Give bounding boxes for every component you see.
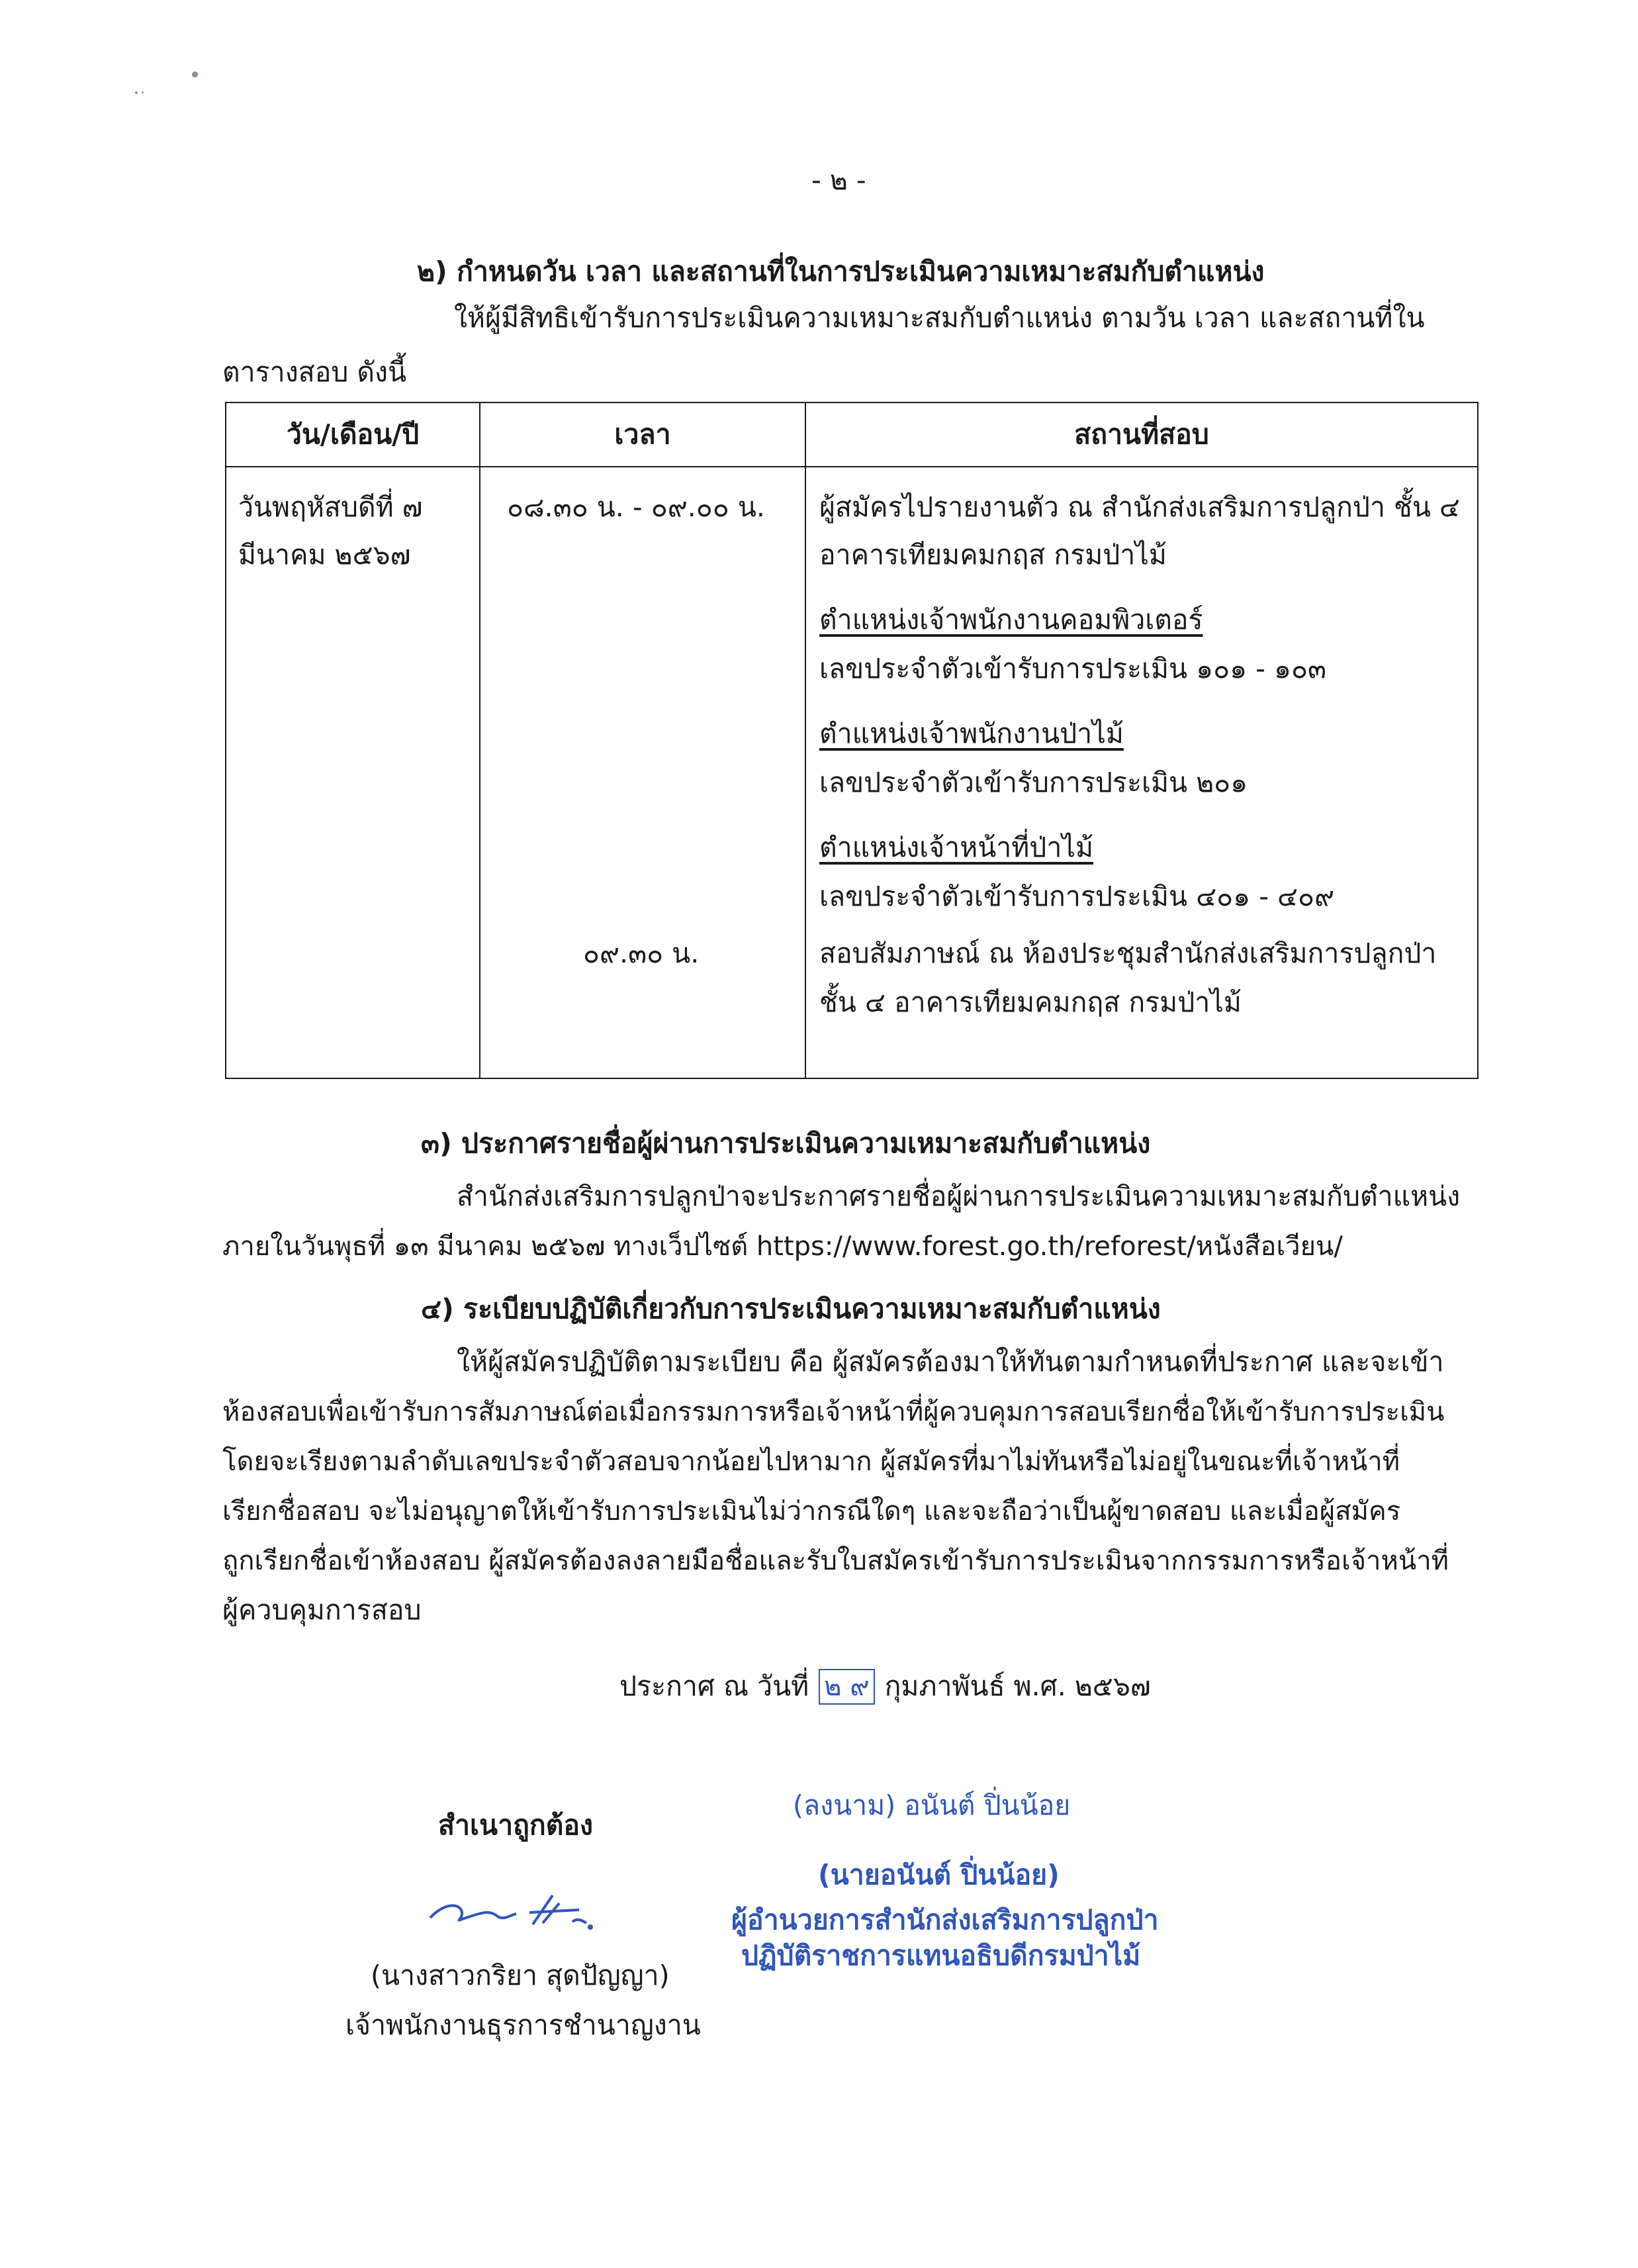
scan-speck <box>192 71 198 77</box>
venue-cell <box>805 467 1478 1078</box>
time-slot-report: ๐๘.๓๐ น. - ๐๙.๐๐ น. <box>507 491 765 523</box>
column-header-date: วัน/เดือน/ปี <box>226 402 480 467</box>
date-line: มีนาคม ๒๕๖๗ <box>238 539 411 571</box>
signatory-title: ผู้อำนวยการสำนักส่งเสริมการปลูกป่า <box>731 1904 1159 1936</box>
schedule-table <box>225 402 1479 1079</box>
position-ids: เลขประจำตัวเข้ารับการประเมิน ๒๐๑ <box>819 767 1248 798</box>
section-3-line: สำนักส่งเสริมการปลูกป่าจะประกาศรายชื่อผู้ผ่านการประเมินความเหมาะสมกับตำแหน่ง <box>457 1180 1461 1212</box>
announcement-prefix: ประกาศ ณ วันที่ <box>619 1670 809 1702</box>
venue-interview: สอบสัมภาษณ์ ณ ห้องประชุมสำนักส่งเสริมการปลูกป่า <box>819 937 1437 969</box>
section-4-line: โดยจะเรียงตามลำดับเลขประจำตัวสอบจากน้อยไปหามาก ผู้สมัครที่มาไม่ทันหรือไม่อยู่ในขณะที่เจ้าหน้าที่ <box>222 1446 1400 1477</box>
announcement-suffix: กุมภาพันธ์ พ.ศ. ๒๕๖๗ <box>884 1670 1151 1702</box>
section-4-line: ห้องสอบเพื่อเข้ารับการสัมภาษณ์ต่อเมื่อกรรมการหรือเจ้าหน้าที่ผู้ควบคุมการสอบเรียกชื่อให้เข้ารับการประเมิน <box>222 1397 1445 1427</box>
signed-by: (ลงนาม) อนันต์ ปิ่นน้อย <box>793 1789 1071 1821</box>
handwritten-day: ๒ ๙ <box>819 1669 874 1705</box>
position-ids: เลขประจำตัวเข้ารับการประเมิน ๑๐๑ - ๑๐๓ <box>819 653 1327 685</box>
signatory-title-cont: ปฏิบัติราชการแทนอธิบดีกรมป่าไม้ <box>741 1940 1141 1971</box>
section-2-heading: ๒) กำหนดวัน เวลา และสถานที่ในการประเมินความเหมาะสมกับตำแหน่ง <box>417 256 1265 287</box>
section-4-line: ผู้ควบคุมการสอบ <box>222 1594 422 1626</box>
certifier-name: (นางสาวกริยา สุดปัญญา) <box>371 1960 670 1991</box>
position-title: ตำแหน่งเจ้าหน้าที่ป่าไม้ <box>819 831 1094 863</box>
position-title: ตำแหน่งเจ้าพนักงานป่าไม้ <box>819 718 1124 749</box>
page-number: - ๒ - <box>811 164 866 196</box>
venue-interview-cont: ชั้น ๔ อาคารเทียมคมกฤส กรมป่าไม้ <box>819 986 1242 1018</box>
venue-report-cont: อาคารเทียมคมกฤส กรมป่าไม้ <box>819 539 1167 571</box>
date-cell <box>226 467 480 1078</box>
venue-report: ผู้สมัครไปรายงานตัว ณ สำนักส่งเสริมการปลูกป่า ชั้น ๔ <box>819 491 1460 523</box>
column-header-time: เวลา <box>480 402 805 467</box>
signatory-name: (นายอนันต์ ปิ่นน้อย) <box>818 1859 1060 1891</box>
column-header-venue: สถานที่สอบ <box>805 402 1478 467</box>
scan-speck <box>142 91 144 93</box>
section-2-intro-cont: ตารางสอบ ดังนี้ <box>222 356 407 388</box>
position-ids: เลขประจำตัวเข้ารับการประเมิน ๔๐๑ - ๔๐๙ <box>819 880 1335 912</box>
certifier-signature <box>424 1883 596 1936</box>
date-line: วันพฤหัสบดีที่ ๗ <box>238 491 423 523</box>
certified-label: สำเนาถูกต้อง <box>438 1809 594 1841</box>
section-4-heading: ๔) ระเบียบปฏิบัติเกี่ยวกับการประเมินความเหมาะสมกับตำแหน่ง <box>421 1293 1161 1325</box>
time-cell <box>480 467 805 1078</box>
announcement-date <box>619 1665 1151 1708</box>
time-slot-interview: ๐๙.๓๐ น. <box>583 937 700 969</box>
section-4-line: เรียกชื่อสอบ จะไม่อนุญาตให้เข้ารับการประเมินไม่ว่ากรณีใดๆ และจะถือว่าเป็นผู้ขาดสอบ และเมื่อผู้สมัคร <box>222 1496 1401 1527</box>
table-row <box>226 467 1478 1078</box>
section-2-intro: ให้ผู้มีสิทธิเข้ารับการประเมินความเหมาะสมกับตำแหน่ง ตามวัน เวลา และสถานที่ใน <box>454 302 1425 334</box>
scan-speck <box>135 91 138 94</box>
certifier-position: เจ้าพนักงานธุรการชำนาญงาน <box>345 2009 701 2041</box>
position-title: ตำแหน่งเจ้าพนักงานคอมพิวเตอร์ <box>819 604 1203 636</box>
section-4-line: ถูกเรียกชื่อเข้าห้องสอบ ผู้สมัครต้องลงลายมือชื่อและรับใบสมัครเข้ารับการประเมินจากกรรมการหรือเจ้าหน้าที่ <box>222 1546 1449 1576</box>
section-3-line: ภายในวันพุธที่ ๑๓ มีนาคม ๒๕๖๗ ทางเว็ปไซต์ https://www.forest.go.th/reforest/หนังสือเวียน/ <box>222 1231 1343 1262</box>
table-header-row <box>226 402 1478 467</box>
section-3-heading: ๓) ประกาศรายชื่อผู้ผ่านการประเมินความเหมาะสมกับตำแหน่ง <box>421 1127 1151 1159</box>
section-4-line: ให้ผู้สมัครปฏิบัติตามระเบียบ คือ ผู้สมัครต้องมาให้ทันตามกำหนดที่ประกาศ และจะเข้า <box>457 1346 1444 1378</box>
